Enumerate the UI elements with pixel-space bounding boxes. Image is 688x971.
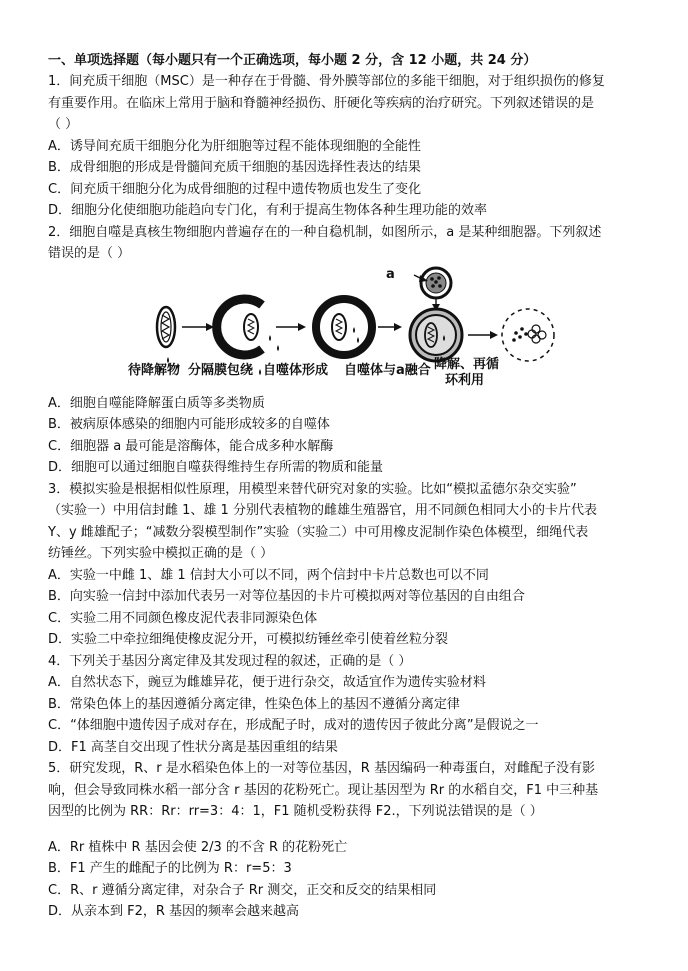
question-2-stem-line-2: 错误的是（ ） [48,246,131,261]
cargo-mitochondrion-icon [157,307,175,347]
question-3-stem-line-1: 3．模拟实验是根据相似性原理，用模型来替代研究对象的实验。比如“模拟孟德尔杂交实验” [48,481,577,497]
stage-label-fusion: 自噬体与a融合 [344,362,431,378]
question-5-option-b: B．F1 产生的雌配子的比例为 R：r=5：3 [48,861,292,876]
question-2-option-b: B．被病原体感染的细胞内可能形成较多的自噬体 [48,417,330,432]
autophagy-diagram [48,265,648,393]
question-1-stem-line-2: 有重要作用。在临床上常用于脑和脊髓神经损伤、肝硬化等疾病的治疗研究。下列叙述错误的是 [48,95,595,111]
question-3-stem-line-3: Y、y 雌雄配子；“减数分裂模型制作”实验（实验二）中可用橡皮泥制作染色体模型，细绳代表 [48,524,589,540]
question-2-option-c: C．细胞器 a 最可能是溶酶体，能合成多种水解酶 [48,438,334,454]
question-5-stem-line-3: 因型的比例为 RR：Rr：rr=3：4：1，F1 随机受粉获得 F2.，下列说法错误的是（ ） [48,804,543,819]
question-3-option-b: B．向实验一信封中添加代表另一对等位基因的卡片可模拟两对等位基因的自由组合 [48,589,525,604]
section-header: 一、单项选择题（每小题只有一个正确选项，每小题 2 分，含 12 小题，共 24 分） [48,53,537,68]
question-4-option-d: D．F1 高茎自交出现了性状分离是基因重组的结果 [48,739,338,755]
organelle-a-label: a [386,266,395,282]
question-4-option-c: C．“体细胞中遗传因子成对存在，形成配子时，成对的遗传因子彼此分离”是假说之一 [48,718,539,733]
question-3-stem-line-2: （实验一）中用信封雌 1、雄 1 分别代表植物的雌雄生殖器官，用不同颜色相同大小的卡片代表 [48,503,597,518]
autolysosome-icon [410,309,462,361]
stage-label-degradation-2: 环利用 [445,372,485,388]
question-3-option-d: D．实验二中牵拉细绳使橡皮泥分开，可模拟纺锤丝牵引使着丝粒分裂 [48,632,449,647]
question-1-option-d: D．细胞分化使细胞功能趋向专门化，有利于提高生物体各种生理功能的效率 [48,203,488,218]
question-2-option-d: D．细胞可以通过细胞自噬获得维持生存所需的物质和能量 [48,460,384,475]
question-3-option-a: A．实验一中雌 1、雄 1 信封大小可以不同，两个信封中卡片总数也可以不同 [48,567,489,583]
question-1-option-b: B．成骨细胞的形成是骨髓间充质干细胞的基因选择性表达的结果 [48,160,421,175]
question-2-option-a: A．细胞自噬能降解蛋白质等多类物质 [48,395,265,411]
question-3-stem-line-4: 纺锤丝。下列实验中模拟正确的是（ ） [48,546,274,561]
question-2 [48,222,648,479]
question-4-option-b: B．常染色体上的基因遵循分离定律，性染色体上的基因不遵循分离定律 [48,696,460,712]
question-5-option-d: D．从亲本到 F2，R 基因的频率会越来越高 [48,904,300,919]
question-1-stem-line-1: 1．间充质干细胞（MSC）是一种存在于骨髓、骨外膜等部位的多能干细胞，对于组织损伤的修复 [48,74,605,89]
question-5-option-c: C．R、r 遵循分离定律，对杂合子 Rr 测交，正交和反交的结果相同 [48,882,437,898]
question-4-option-a: A．自然状态下，豌豆为雌雄异花，便于进行杂交，故适宜作为遗传实验材料 [48,675,486,690]
question-4 [48,651,648,759]
question-4-stem-line-1: 4．下列关于基因分离定律及其发现过程的叙述，正确的是（ ） [48,653,412,669]
arrow-2-icon [298,323,306,331]
stage-label-degradation-1: 降解、再循 [434,356,500,372]
question-5-stem-line-2: 响，但会导致同株水稻一部分含 r 基因的花粉死亡。现让基因型为 Rr 的水稻自交，F1 中三种基 [48,782,599,798]
arrow-4-icon [490,331,498,339]
question-1-option-a: A．诱导间充质干细胞分化为肝细胞等过程不能体现细胞的全能性 [48,138,421,154]
question-3-option-c: C．实验二用不同颜色橡皮泥代表非同源染色体 [48,610,318,626]
question-1-option-c: C．间充质干细胞分化为成骨细胞的过程中遗传物质也发生了变化 [48,181,422,197]
question-2-stem-line-1: 2．细胞自噬是真核生物细胞内普遍存在的一种自稳机制，如图所示，a 是某种细胞器。下列叙述 [48,224,602,240]
question-1-stem-line-3: （ ） [48,117,79,132]
question-5-option-a: A．Rr 植株中 R 基因会使 2/3 的不含 R 的花粉死亡 [48,839,348,855]
question-5-stem-line-1: 5．研究发现，R、r 是水稻染色体上的一对等位基因，R 基因编码一种毒蛋白，对雌配子没有影 [48,761,595,776]
question-1 [48,71,648,222]
exam-page [48,50,648,923]
stage-label-autophagosome: 自噬体形成 [263,362,329,378]
question-5 [48,758,648,923]
degradation-products-icon [502,309,554,361]
question-3 [48,479,648,651]
stage-label-cargo: 待降解物 [128,362,181,378]
arrow-3-icon [394,323,402,331]
stage-label-isolation-membrane: 分隔膜包绕 [188,362,254,378]
spacer [48,823,648,837]
organelle-a-icon [421,268,451,298]
autophagosome-icon [316,299,372,355]
